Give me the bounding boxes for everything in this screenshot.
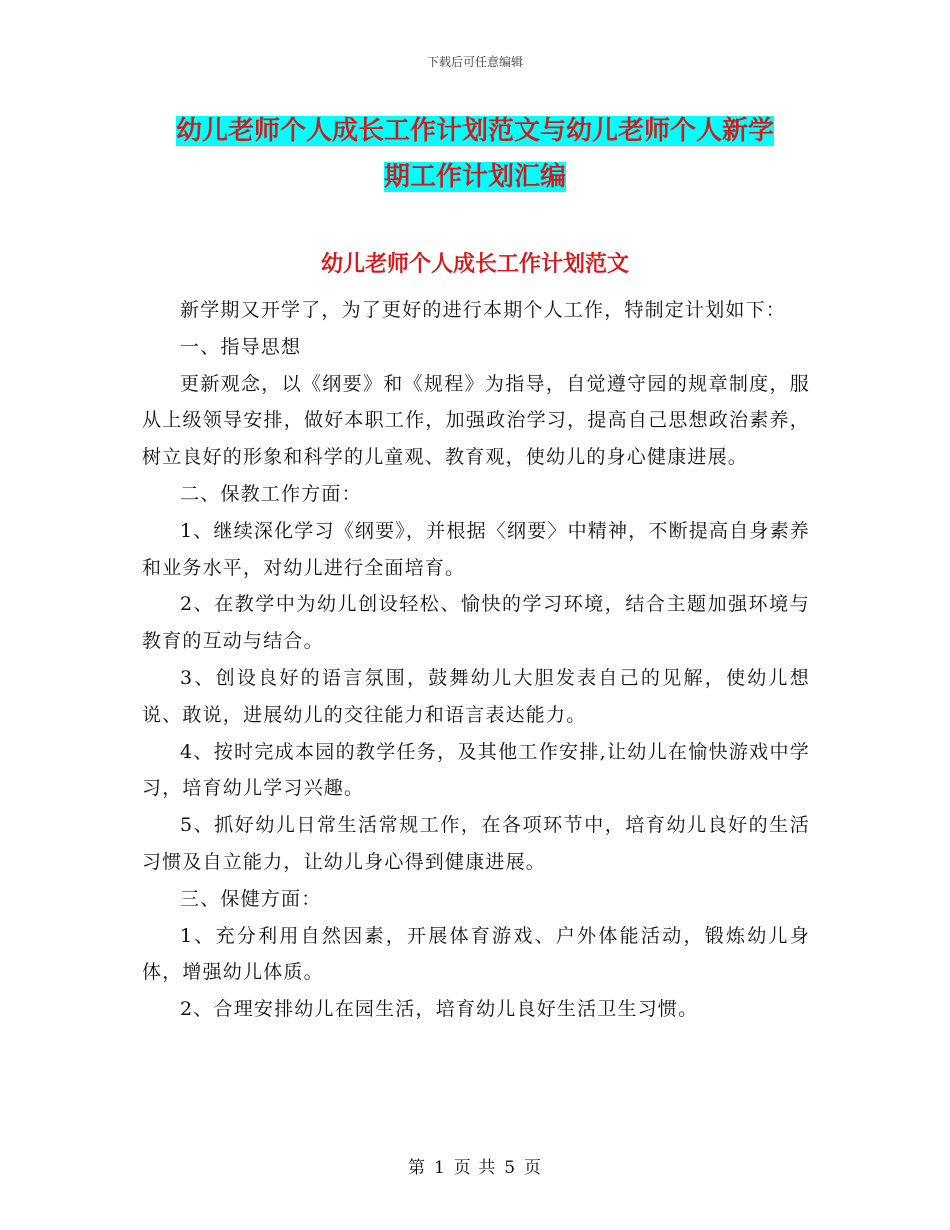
document-title-line-2: 期工作计划汇编: [383, 162, 566, 192]
list-item-education-5: 5、抓好幼儿日常生活常规工作，在各项环节中，培育幼儿良好的生活习惯及自立能力，让幼儿身心得到健康进展。: [142, 814, 810, 873]
paragraph-guiding-ideology: 更新观念，以《纲要》和《规程》为指导，自觉遵守园的规章制度，服从上级领导安排，做好本职工作，加强政治学习，提高自己思想政治素养，树立良好的形象和科学的儿童观、教育观，使幼儿的身心健康进展。: [142, 372, 810, 469]
list-item-education-1: 1、继续深化学习《纲要》，并根据〈纲要〉中精神，不断提高自身素养和业务水平，对幼儿进行全面培育。: [142, 519, 810, 579]
document-title: [140, 108, 810, 200]
footer-page-number: 1: [433, 1158, 446, 1178]
list-item-health-2: 2、合理安排幼儿在园生活，培育幼儿良好生活卫生习惯。: [180, 998, 699, 1021]
header-note: 下载后可任意编辑: [426, 55, 523, 69]
list-item-education-3: 3、创设良好的语言氛围，鼓舞幼儿大胆发表自己的见解，使幼儿想说、敢说，进展幼儿的交往能力和语言表达能力。: [142, 666, 810, 726]
section-title: 幼儿老师个人成长工作计划范文: [320, 252, 629, 277]
document-body: [142, 292, 810, 1028]
heading-health-care: 三、保健方面：: [180, 887, 322, 910]
heading-education-work: 二、保教工作方面：: [180, 482, 362, 505]
intro-paragraph: 新学期又开学了，为了更好的进行本期个人工作，特制定计划如下：: [180, 299, 787, 321]
footer-prefix: 第: [407, 1158, 426, 1178]
page-footer: [0, 1153, 950, 1178]
document-title-line-1: 幼儿老师个人成长工作计划范文与幼儿老师个人新学: [175, 116, 774, 146]
heading-guiding-ideology: 一、指导思想: [180, 335, 302, 358]
list-item-education-4: 4、按时完成本园的教学任务，及其他工作安排,让幼儿在愉快游戏中学习，培育幼儿学习兴趣。: [142, 740, 810, 800]
footer-total-pages: 5: [504, 1158, 517, 1178]
footer-middle: 页 共: [453, 1158, 497, 1178]
list-item-health-1: 1、充分利用自然因素，开展体育游戏、户外体能活动，锻炼幼儿身体，增强幼儿体质。: [142, 924, 810, 984]
list-item-education-2: 2、在教学中为幼儿创设轻松、愉快的学习环境，结合主题加强环境与教育的互动与结合。: [142, 593, 810, 653]
footer-suffix: 页: [524, 1158, 543, 1178]
